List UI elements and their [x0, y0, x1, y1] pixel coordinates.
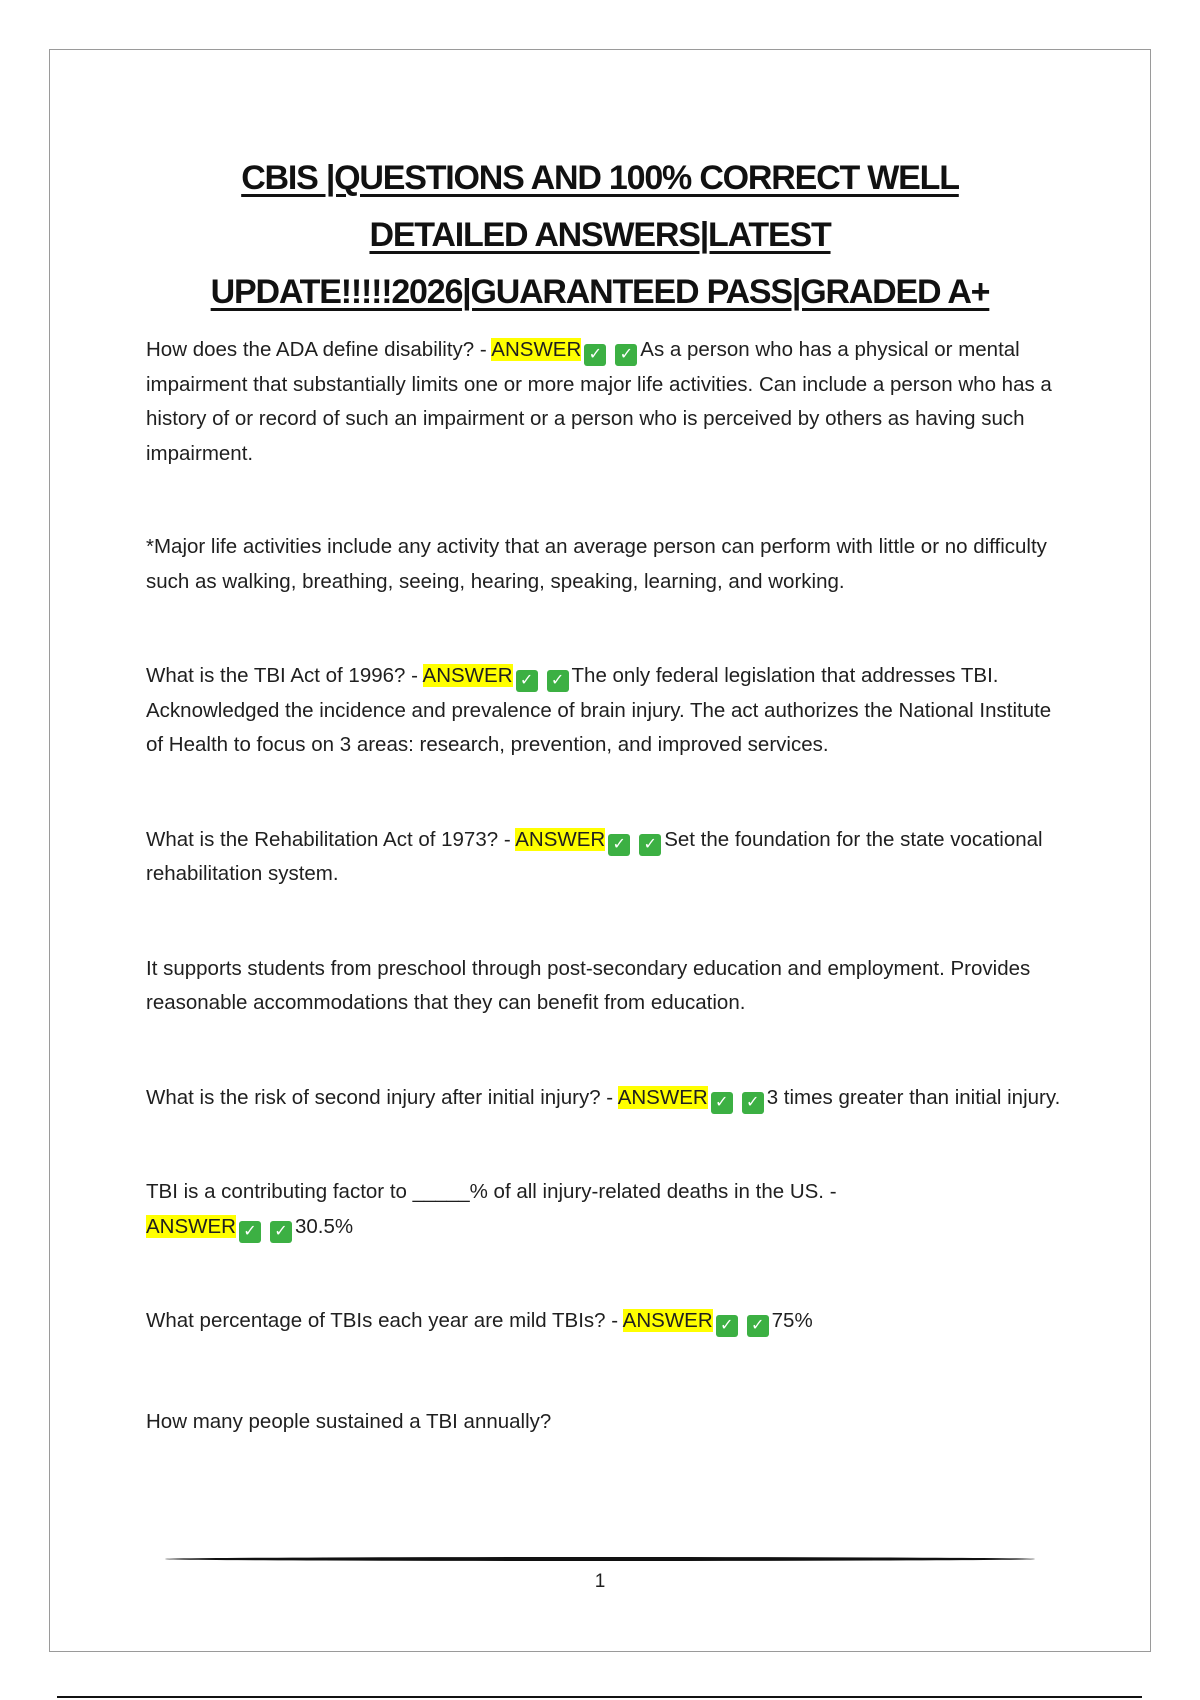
check-icon: ✓: [747, 1315, 769, 1337]
answer-text: 75%: [771, 1309, 813, 1332]
check-icon: ✓: [716, 1315, 738, 1337]
answer-text: Set the foundation for the state vocational rehabilitation system.: [146, 827, 1043, 885]
bottom-divider: [57, 1696, 1142, 1698]
qa-item: [146, 333, 1066, 471]
title-line-3: UPDATE!!!!!2026|GUARANTEED PASS|GRADED A+: [210, 273, 990, 311]
answer-text: 30.5%: [294, 1214, 354, 1238]
qa-item: [146, 823, 1066, 892]
check-icon: ✓: [639, 834, 661, 856]
check-icon: ✓: [608, 834, 630, 856]
answer-text: 3 times greater than initial injury.: [766, 1085, 1061, 1109]
question-text: What is the TBI Act of 1996? -: [146, 664, 423, 687]
answer-label: ANSWER: [422, 664, 513, 687]
question-text: TBI is a contributing factor to _____% of all injury-related deaths in the US. -: [146, 1180, 837, 1203]
qa-item: [146, 1081, 1066, 1116]
check-icon: ✓: [742, 1092, 764, 1114]
check-icon: ✓: [615, 344, 637, 366]
qa-item: [146, 1175, 1066, 1244]
answer-text: The only federal legislation that addresses TBI. Acknowledged the incidence and prevalence of brain injury. The act authorizes the National Institute of Health to focus on 3 areas: research, prevention, and improved services.: [146, 664, 1052, 756]
answer-label: ANSWER: [617, 1085, 708, 1109]
page-number: 1: [594, 1571, 606, 1592]
answer-text: As a person who has a physical or mental impairment that substantially limits one or more major life activities. Can include a person who has a history of or record of such an impairment or a person who is perceived by others as having such impairment.: [146, 338, 1052, 465]
question-text: How does the ADA define disability? -: [146, 338, 492, 361]
title-line-1: CBIS |QUESTIONS AND 100% CORRECT WELL: [241, 159, 959, 197]
answer-label: ANSWER: [146, 1214, 236, 1238]
question-text: What is the risk of second injury after initial injury? -: [146, 1085, 618, 1109]
page-title: [60, 150, 1140, 321]
check-icon: ✓: [239, 1221, 261, 1243]
question-text: What is the Rehabilitation Act of 1973? -: [146, 827, 516, 851]
question-text: How many people sustained a TBI annually?: [146, 1409, 552, 1433]
check-icon: ✓: [516, 670, 538, 692]
check-icon: ✓: [547, 670, 569, 692]
answer-label: ANSWER: [515, 827, 606, 851]
note-paragraph: *Major life activities include any activity that an average person can perform with little or no difficulty such as walking, breathing, seeing, hearing, speaking, learning, and working.: [146, 535, 1047, 593]
check-icon: ✓: [584, 344, 606, 366]
answer-label: ANSWER: [622, 1309, 713, 1332]
title-line-2: DETAILED ANSWERS|LATEST: [369, 216, 831, 254]
qa-item: [146, 1304, 1066, 1339]
qa-item: [146, 659, 1066, 763]
answer-label: ANSWER: [491, 338, 582, 361]
question-text: What percentage of TBIs each year are mild TBIs? -: [146, 1309, 623, 1332]
check-icon: ✓: [270, 1221, 292, 1243]
note-paragraph: It supports students from preschool through post-secondary education and employment. Provides reasonable accommodations that they can benefit from education.: [146, 956, 1031, 1014]
qa-content: [146, 333, 1066, 1439]
footer-rule: [165, 1557, 1035, 1561]
check-icon: ✓: [711, 1092, 733, 1114]
